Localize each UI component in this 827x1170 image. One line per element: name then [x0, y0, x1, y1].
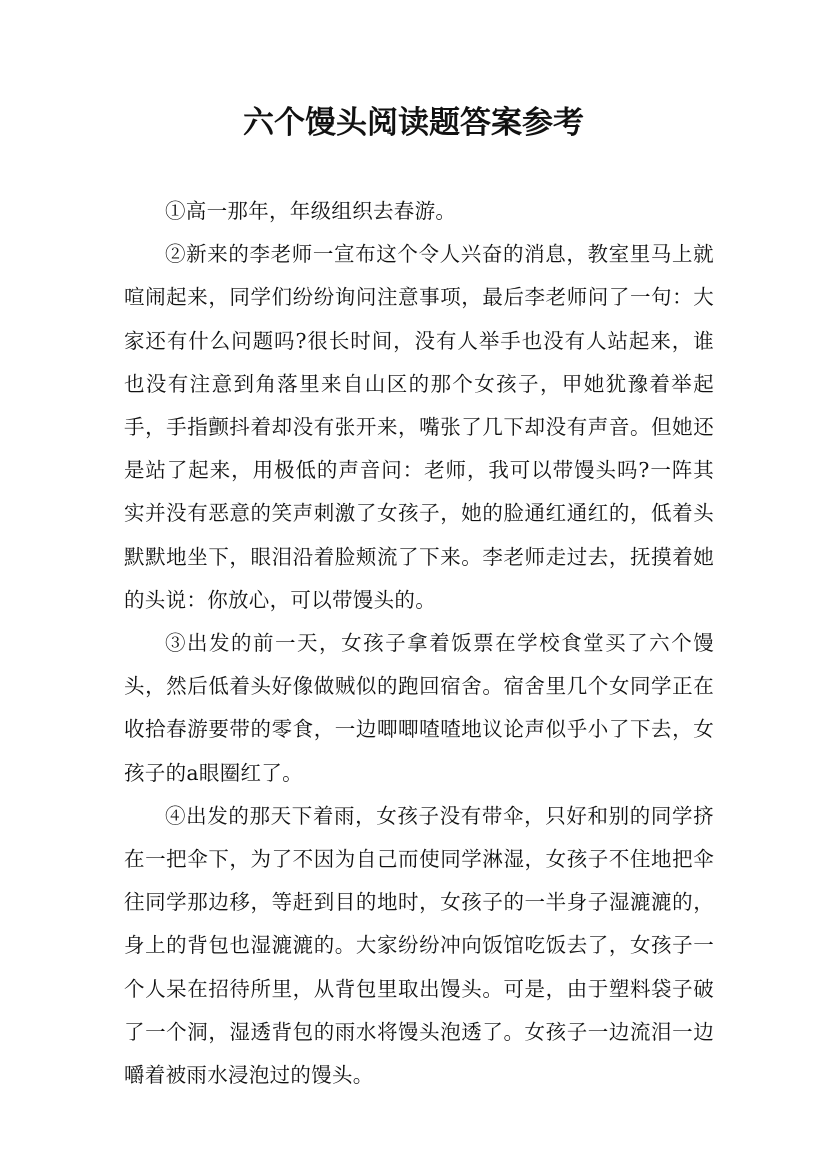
document-title: 六个馒头阅读题答案参考: [243, 105, 584, 141]
paragraph-4: ④出发的那天下着雨，女孩子没有带伞，只好和别的同学挤在一把伞下，为了不因为自己而使同学淋湿，女孩子不住地把伞往同学那边移，等赶到目的地时，女孩子的一半身子湿漉漉的，身上的背包也湿漉漉的。大家纷纷冲向饭馆吃饭去了，女孩子一个人呆在招待所里，从背包里取出馒头。可是，由于塑料袋子破了一个洞，湿透背包的雨水将馒头泡透了。女孩子一边流泪一边嚼着被雨水浸泡过的馒头。: [124, 803, 714, 1088]
paragraph-2: ②新来的李老师一宣布这个令人兴奋的消息，教室里马上就喧闹起来，同学们纷纷询问注意事项，最后李老师问了一句：大家还有什么问题吗?很长时间，没有人举手也没有人站起来，谁也没有注意到角落里来自山区的那个女孩子，甲她犹豫着举起手，手指颤抖着却没有张开来，嘴张了几下却没有声音。但她还是站了起来，用极低的声音问：老师，我可以带馒头吗?一阵其实并没有恶意的笑声刺激了女孩子，她的脸通红通红的，低着头默默地坐下，眼泪沿着脸颊流了下来。李老师走过去，抚摸着她的头说：你放心，可以带馒头的。: [124, 242, 714, 612]
paragraph-3: ③出发的前一天，女孩子拿着饭票在学校食堂买了六个馒头，然后低着头好像做贼似的跑回宿舍。宿舍里几个女同学正在收拾春游要带的零食，一边唧唧喳喳地议论声似乎小了下去，女孩子的a眼圈红了。: [124, 631, 714, 785]
document-body: [124, 190, 714, 1097]
paragraph-1: ①高一那年，年级组织去春游。: [165, 199, 457, 223]
